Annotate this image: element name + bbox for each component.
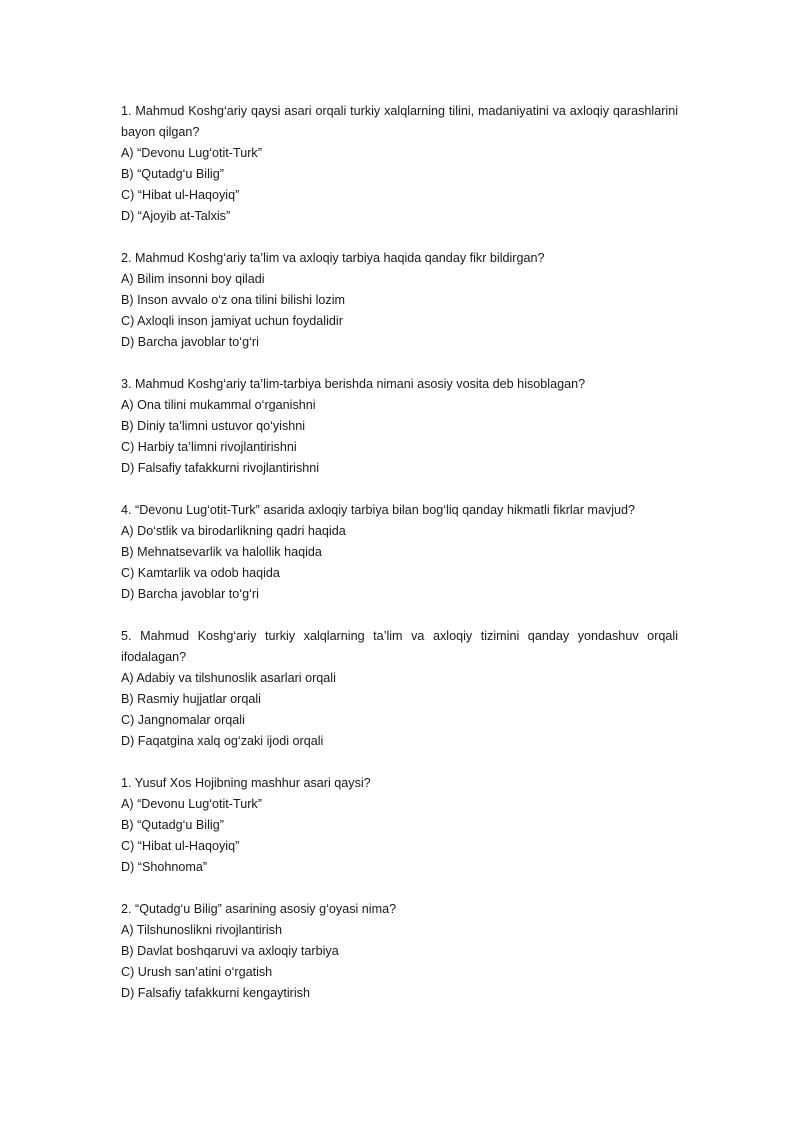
question-block [121,101,678,227]
answer-option: A) “Devonu Lug‘otit-Turk” [121,797,262,811]
answer-option: A) Do‘stlik va birodarlikning qadri haqida [121,524,346,538]
answer-option: D) Falsafiy tafakkurni rivojlantirishni [121,461,320,475]
answer-option: C) Jangnomalar orqali [121,713,245,727]
answer-option: A) “Devonu Lug‘otit-Turk” [121,146,262,160]
question-text: 3. Mahmud Koshg‘ariy ta’lim-tarbiya berishda nimani asosiy vosita deb hisoblagan? [121,377,586,391]
answer-option: C) Urush san’atini o‘rgatish [121,965,273,979]
answer-option: B) Diniy ta’limni ustuvor qo‘yishni [121,419,306,433]
answer-option: B) “Qutadg‘u Bilig” [121,818,224,832]
quiz-content [121,101,678,1025]
answer-option: D) “Ajoyib at-Talxis” [121,209,231,223]
question-block [121,773,678,878]
question-block [121,500,678,605]
question-text: 5. Mahmud Koshg‘ariy turkiy xalqlarning ta’lim va axloqiy tizimini qanday yondashuv orqali ifodalagan? [121,629,678,664]
question-text: 1. Yusuf Xos Hojibning mashhur asari qaysi? [121,776,371,790]
answer-option: C) “Hibat ul-Haqoyiq” [121,839,240,853]
answer-option: B) “Qutadg‘u Bilig” [121,167,224,181]
answer-option: B) Mehnatsevarlik va halollik haqida [121,545,322,559]
answer-option: D) Barcha javoblar to‘g‘ri [121,335,259,349]
answer-option: A) Ona tilini mukammal o‘rganishni [121,398,316,412]
question-block [121,374,678,479]
answer-option: C) Harbiy ta’limni rivojlantirishni [121,440,297,454]
answer-option: D) “Shohnoma” [121,860,208,874]
answer-option: C) “Hibat ul-Haqoyiq” [121,188,240,202]
answer-option: B) Rasmiy hujjatlar orqali [121,692,261,706]
question-block [121,626,678,752]
answer-option: D) Barcha javoblar to‘g‘ri [121,587,259,601]
answer-option: D) Faqatgina xalq og‘zaki ijodi orqali [121,734,324,748]
answer-option: C) Kamtarlik va odob haqida [121,566,280,580]
question-text: 4. “Devonu Lug‘otit-Turk” asarida axloqiy tarbiya bilan bog‘liq qanday hikmatli fikrlar mavjud? [121,503,636,517]
question-text: 1. Mahmud Koshg‘ariy qaysi asari orqali turkiy xalqlarning tilini, madaniyatini va axloqiy qarashlarini bayon qilgan? [121,104,678,139]
answer-option: A) Tilshunoslikni rivojlantirish [121,923,282,937]
answer-option: C) Axloqli inson jamiyat uchun foydalidir [121,314,343,328]
question-text: 2. “Qutadg‘u Bilig” asarining asosiy g‘oyasi nima? [121,902,397,916]
answer-option: A) Bilim insonni boy qiladi [121,272,265,286]
answer-option: B) Davlat boshqaruvi va axloqiy tarbiya [121,944,339,958]
answer-option: A) Adabiy va tilshunoslik asarlari orqali [121,671,336,685]
question-text: 2. Mahmud Koshg‘ariy ta’lim va axloqiy tarbiya haqida qanday fikr bildirgan? [121,251,545,265]
answer-option: B) Inson avvalo o‘z ona tilini bilishi lozim [121,293,345,307]
answer-option: D) Falsafiy tafakkurni kengaytirish [121,986,310,1000]
question-block [121,899,678,1004]
question-block [121,248,678,353]
